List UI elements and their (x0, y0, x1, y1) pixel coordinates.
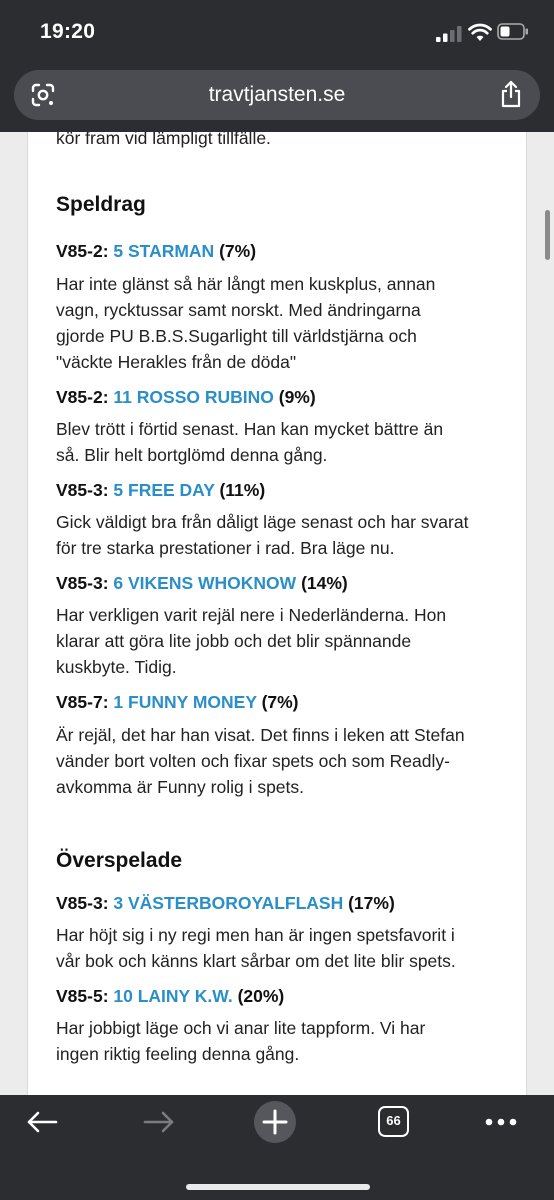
description-line: Blev trött i förtid senast. Han kan mycket bättre än (56, 419, 444, 439)
pick-header (56, 986, 284, 1007)
horse-link[interactable]: 3 VÄSTERBOROYALFLASH (113, 893, 344, 913)
overspelade-heading: Överspelade (56, 849, 183, 872)
description-line: ingen riktig feeling denna gång. (56, 1044, 300, 1064)
percent-label: (14%) (301, 573, 348, 593)
percent-label: (11%) (219, 480, 266, 500)
cellular-signal-icon (436, 26, 462, 42)
status-time: 19:20 (40, 20, 96, 43)
description-line: "väckte Herakles från de döda" (56, 352, 297, 372)
description-line: vår bok och känns klart sårbar om det lite blir spets. (56, 951, 456, 971)
pick-header (56, 573, 348, 594)
race-label: V85-2: (56, 387, 109, 407)
battery-icon (497, 23, 529, 40)
horse-link[interactable]: 11 ROSSO RUBINO (113, 387, 274, 407)
intro-tail-text: kör fram vid lämpligt tillfälle. (56, 132, 271, 148)
plus-icon (254, 1101, 296, 1143)
horse-link[interactable]: 5 FREE DAY (113, 480, 215, 500)
race-label: V85-7: (56, 692, 109, 712)
race-label: V85-5: (56, 986, 109, 1006)
percent-label: (17%) (348, 893, 395, 913)
description-line: Har inte glänst så här långt men kuskplus, annan (56, 274, 436, 294)
race-label: V85-3: (56, 480, 109, 500)
pick-description (56, 509, 511, 561)
wifi-icon (468, 22, 492, 42)
status-bar (0, 0, 554, 66)
description-line: så. Blir helt bortglömd denna gång. (56, 445, 328, 465)
back-arrow-icon[interactable] (26, 1111, 58, 1133)
pick-header (56, 387, 316, 408)
race-label: V85-3: (56, 893, 109, 913)
pick-description (56, 602, 511, 680)
pick-description (56, 1015, 511, 1067)
description-line: Har höjt sig i ny regi men han är ingen spetsfavorit i (56, 925, 455, 945)
web-page[interactable] (0, 132, 554, 1095)
race-label: V85-2: (56, 241, 109, 261)
percent-label: (7%) (219, 241, 257, 261)
description-line: för tre starka prestationer i rad. Bra läge nu. (56, 538, 395, 558)
horse-link[interactable]: 6 VIKENS WHOKNOW (113, 573, 297, 593)
description-line: Är rejäl, det har han visat. Det finns i leken att Stefan (56, 725, 465, 745)
home-indicator[interactable] (186, 1184, 370, 1190)
horse-link[interactable]: 10 LAINY K.W. (113, 986, 233, 1006)
speldrag-heading: Speldrag (56, 193, 146, 216)
description-line: vagn, rycktussar samt norskt. Med ändringarna (56, 300, 421, 320)
description-line: Har jobbigt läge och vi anar lite tappform. Vi har (56, 1018, 426, 1038)
pick-header (56, 241, 256, 262)
new-tab-button[interactable] (254, 1101, 296, 1143)
more-options-icon[interactable] (484, 1117, 518, 1127)
horse-link[interactable]: 1 FUNNY MONEY (113, 692, 257, 712)
horse-link[interactable]: 5 STARMAN (113, 241, 215, 261)
percent-label: (7%) (261, 692, 299, 712)
pick-header (56, 692, 299, 713)
percent-label: (9%) (278, 387, 316, 407)
address-bar[interactable] (14, 70, 540, 120)
description-line: Gick väldigt bra från dåligt läge senast och har svarat (56, 512, 469, 532)
pick-description (56, 722, 511, 800)
pick-description (56, 416, 511, 468)
scrollbar-thumb[interactable] (545, 210, 550, 260)
share-icon[interactable] (499, 80, 523, 108)
article-card (27, 132, 527, 1095)
forward-arrow-icon[interactable] (143, 1111, 175, 1133)
description-line: kuskbyte. Tidig. (56, 657, 177, 677)
tab-switcher-button[interactable]: 66 (378, 1106, 409, 1137)
pick-description (56, 922, 511, 974)
pick-header (56, 480, 265, 501)
url-text[interactable]: travtjansten.se (208, 83, 346, 106)
pick-header (56, 893, 395, 914)
description-line: Har verkligen varit rejäl nere i Nederländerna. Hon (56, 605, 447, 625)
description-line: gjorde PU B.B.S.Sugarlight till världstjärna och (56, 326, 417, 346)
race-label: V85-3: (56, 573, 109, 593)
pick-description (56, 271, 511, 375)
description-line: klarar att göra lite jobb och det blir spännande (56, 631, 412, 651)
percent-label: (20%) (237, 986, 285, 1006)
description-line: avkomma är Funny rolig i spets. (56, 777, 305, 797)
description-line: vänder bort volten och fixar spets och som Readly- (56, 751, 450, 771)
